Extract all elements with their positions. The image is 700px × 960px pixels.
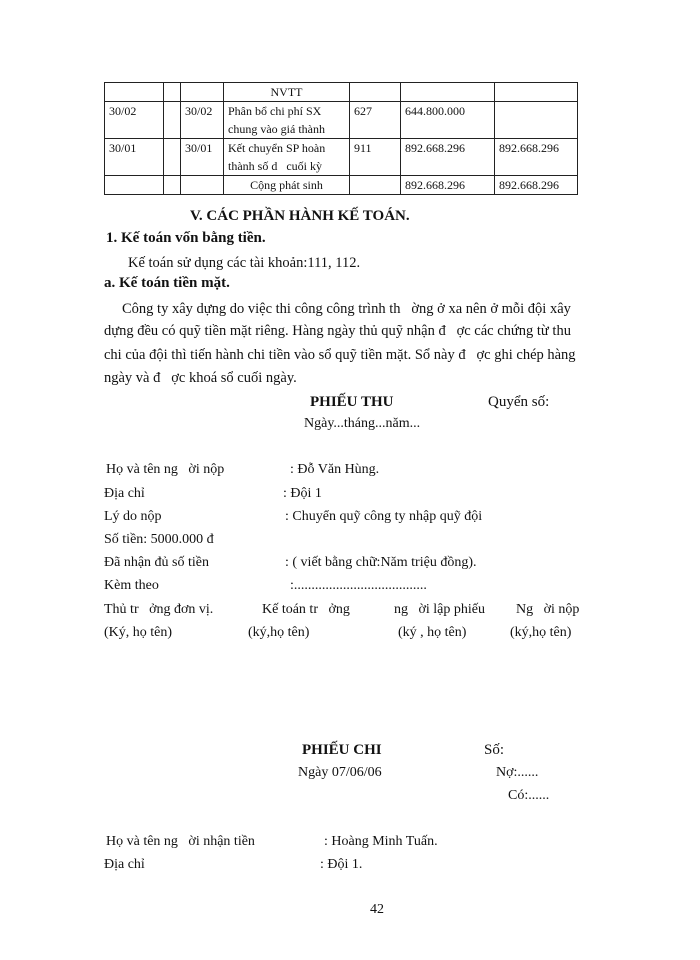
paragraph-line: chi của đội thì tiến hành chi tiền vào sổ quỹ tiền mặt. Sổ này đ ợc ghi chép hàng: [104, 347, 576, 363]
field-label: Lý do nộp: [104, 509, 162, 524]
amount-line: Số tiền: 5000.000 đ: [104, 532, 214, 547]
description-line: Phân bổ chi phí SX: [228, 104, 322, 118]
field-value: : ( viết bằng chữ:Năm triệu đồng).: [285, 555, 477, 570]
field-label: Đã nhận đủ số tiền: [104, 555, 209, 570]
table-row: [105, 176, 578, 195]
field-label: Địa chỉ: [104, 857, 145, 872]
table-row: [105, 139, 578, 176]
paragraph-line: dựng đều có quỹ tiền mặt riêng. Hàng ngày thủ quỹ nhận đ ợc các chứng từ thu: [104, 323, 571, 339]
number-label: Số:: [484, 742, 505, 758]
description-cell: [224, 102, 350, 139]
credit-cell: [495, 102, 578, 139]
field-value: :......................................: [290, 578, 427, 593]
payment-date: Ngày 07/06/06: [298, 765, 382, 780]
accounts-line: Kế toán sử dụng các tài khoản:111, 112.: [128, 255, 361, 271]
debit-cell: 892.668.296: [401, 139, 495, 176]
table-row: [105, 83, 578, 102]
field-value: : Đội 1: [283, 486, 322, 501]
signer-preparer: ng ời lập phiếu: [394, 602, 485, 617]
book-number-label: Quyển số:: [488, 394, 550, 410]
credit-label: Có:......: [508, 788, 550, 803]
description-line: thành số d cuối kỳ: [228, 159, 322, 173]
field-label: Địa chỉ: [104, 486, 145, 501]
signer-payer: Ng ời nộp: [516, 602, 580, 617]
date-cell: [105, 83, 164, 102]
date-cell: 30/02: [105, 102, 164, 139]
field-value: : Đỗ Văn Hùng.: [290, 462, 380, 477]
receipt-title: PHIẾU THU: [310, 394, 394, 410]
sign-note: (ký , họ tên): [398, 625, 467, 640]
field-label: Kèm theo: [104, 578, 159, 593]
account-cell: [350, 176, 401, 195]
field-value: : Chuyển quỹ công ty nhập quỹ đội: [285, 509, 483, 524]
receipt-date: Ngày...tháng...năm...: [304, 416, 421, 431]
date-cell: [105, 176, 164, 195]
account-cell: [350, 83, 401, 102]
credit-cell: 892.668.296: [495, 176, 578, 195]
credit-cell: [495, 83, 578, 102]
payment-title: PHIẾU CHI: [302, 742, 382, 758]
date-cell: 30/01: [181, 139, 224, 176]
debit-cell: 644.800.000: [401, 102, 495, 139]
sign-note: (Ký, họ tên): [104, 625, 173, 640]
field-value: : Hoàng Minh Tuấn.: [324, 834, 438, 849]
sign-note: (ký,họ tên): [248, 625, 310, 640]
date-cell: [181, 83, 224, 102]
paragraph-line: Công ty xây dựng do việc thi công công trình th ờng ở xa nên ở mỗi đội xây: [122, 301, 571, 317]
paragraph-line: ngày và đ ợc khoá sổ cuối ngày.: [104, 370, 297, 386]
date-cell: 30/01: [105, 139, 164, 176]
debit-cell: 892.668.296: [401, 176, 495, 195]
description-cell: NVTT: [224, 83, 350, 102]
debit-cell: [401, 83, 495, 102]
description-cell: [224, 139, 350, 176]
credit-cell: 892.668.296: [495, 139, 578, 176]
date-cell: [181, 176, 224, 195]
description-line: chung vào giá thành: [228, 122, 325, 136]
signer-chief-accountant: Kế toán tr ởng: [262, 602, 350, 617]
field-label: Họ và tên ng ời nộp: [106, 462, 225, 477]
date-cell: 30/02: [181, 102, 224, 139]
signer-head-of-unit: Thủ tr ởng đơn vị.: [104, 602, 214, 617]
subsection-heading: a. Kế toán tiền mặt.: [104, 275, 230, 291]
sign-note: (ký,họ tên): [510, 625, 572, 640]
ledger-table: [104, 82, 578, 195]
field-label: Họ và tên ng ời nhận tiền: [106, 834, 255, 849]
description-cell: Cộng phát sinh: [224, 176, 350, 195]
page-number: 42: [370, 902, 384, 917]
account-cell: 911: [350, 139, 401, 176]
table-row: [105, 102, 578, 139]
description-line: Kết chuyển SP hoàn: [228, 141, 326, 155]
debit-label: Nợ:......: [496, 765, 539, 780]
account-cell: 627: [350, 102, 401, 139]
subsection-heading: 1. Kế toán vốn bằng tiền.: [106, 230, 266, 246]
section-heading: V. CÁC PHẦN HÀNH KẾ TOÁN.: [190, 208, 410, 224]
field-value: : Đội 1.: [320, 857, 363, 872]
